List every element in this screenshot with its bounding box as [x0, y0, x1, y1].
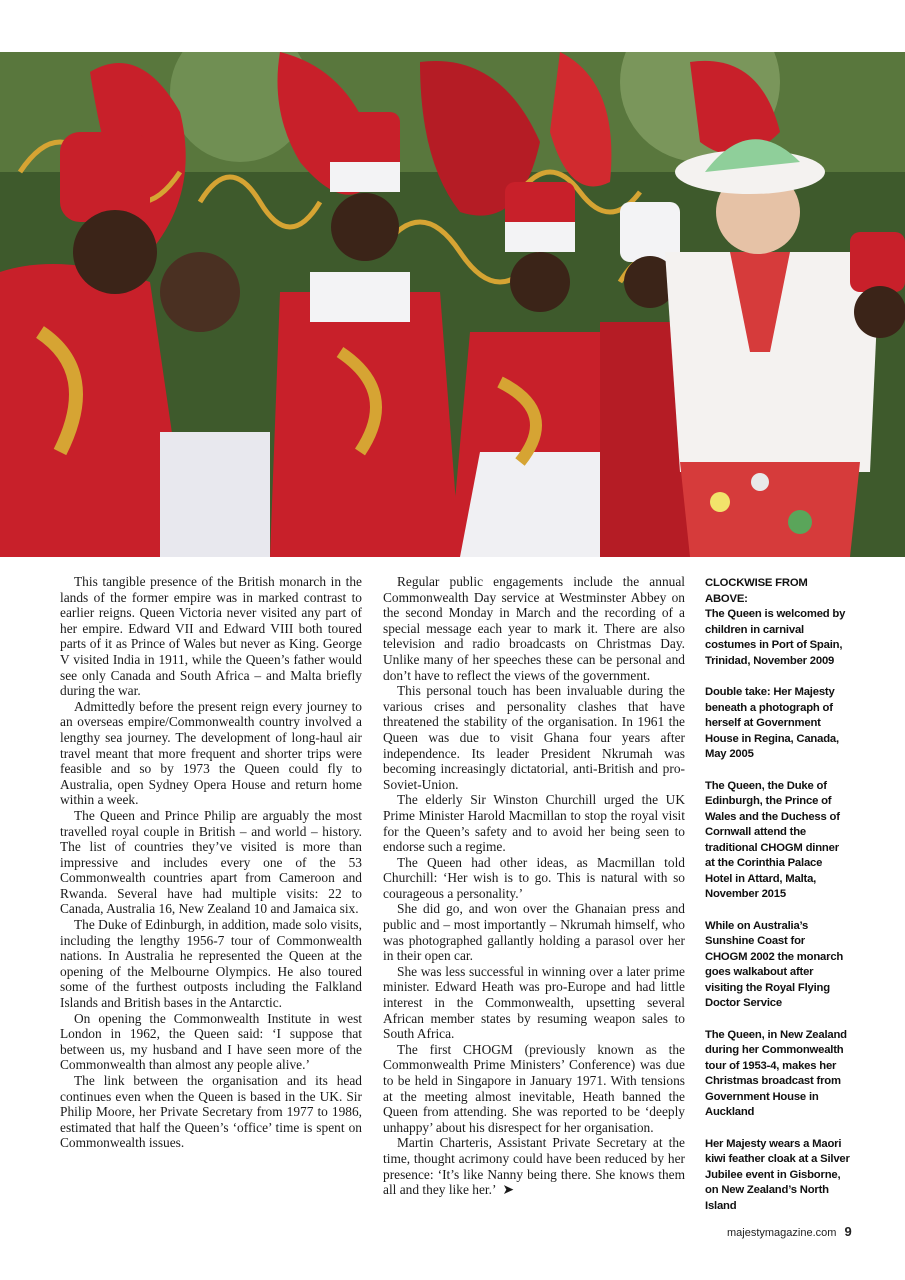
paragraph: On opening the Commonwealth Institute in west London in 1962, the Queen said: ‘I suppose that between us, my husband and I have seen more of the Commonwealth than almost any people alive.’ — [60, 1010, 362, 1073]
caption: The Queen, the Duke of Edinburgh, the Prince of Wales and the Duchess of Cornwall attend the traditional CHOGM dinner at the Corinthia Palace Hotel in Attard, Malta, November 2015 — [705, 779, 840, 900]
paragraph: The Queen had other ideas, as Macmillan told Churchill: ‘Her wish is to go. This is natural with so courageous a personality.’ — [383, 854, 685, 901]
caption — [705, 576, 850, 669]
caption-heading: CLOCKWISE FROM ABOVE: — [705, 577, 808, 605]
paragraph: The first CHOGM (previously known as the Commonwealth Prime Ministers’ Conference) was due to be held in Singapore in January 1971. With tensions at the meeting almost inevitable, Heath banned the Queen from attending. She was reported to be ‘deeply unhappy’ about his disrespect for her organisation. — [383, 1041, 685, 1135]
paragraph: Regular public engagements include the annual Commonwealth Day service at Westminster Abbey on the second Monday in March and the recording of a special message each year to mark it. There are also television and radio broadcasts on Christmas Day. Unlike many of her speeches these can be personal and don’t have to reflect the views of the government. — [383, 574, 685, 683]
paragraph: The elderly Sir Winston Churchill urged the UK Prime Minister Harold Macmillan to stop the royal visit for the Queen’s safety and to avoid her being seen to endorse such a regime. — [383, 792, 685, 855]
carnival-photo-illustration — [0, 52, 905, 557]
paragraph-last — [383, 1135, 685, 1198]
paragraph: Admittedly before the present reign every journey to an overseas empire/Commonwealth country involved a lengthy sea journey. The development of long-haul air travel meant that more frequent and shorter trips were feasible and so by 1973 the Queen could fly to Australia, open Sydney Opera House and return home within a week. — [60, 698, 362, 808]
paragraph: She did go, and won over the Ghanaian press and public and – most importantly – Nkrumah himself, who was photographed gallantly holding a parasol over her in their open car. — [383, 901, 685, 964]
page-footer — [727, 1224, 852, 1239]
paragraph: This personal touch has been invaluable during the various crises and personality clashes that have threatened the stability of the organisation. In 1961 the Queen was due to visit Ghana four years after independence. Its leader President Nkrumah was becoming increasingly dictatorial, anti-British and pro-Soviet-Union. — [383, 683, 685, 792]
caption: While on Australia’s Sunshine Coast for CHOGM 2002 the monarch goes walkabout after visiting the Royal Flying Doctor Service — [705, 919, 844, 1009]
photo-captions — [705, 576, 850, 1230]
caption-text: The Queen is welcomed by children in carnival costumes in Port of Spain, Trinidad, November 2009 — [705, 608, 846, 667]
page-number: 9 — [844, 1224, 852, 1239]
article-column-2 — [383, 574, 685, 1199]
site-url: majestymagazine.com — [727, 1227, 837, 1239]
caption: The Queen, in New Zealand during her Commonwealth tour of 1953-4, makes her Christmas broadcast from Government House in Auckland — [705, 1028, 847, 1118]
continue-arrow-icon: ➤ — [502, 1182, 515, 1199]
carnival-photo — [0, 52, 905, 557]
article-column-1 — [60, 574, 362, 1151]
paragraph: This tangible presence of the British monarch in the lands of the former empire was in marked contrast to earlier reigns. Queen Victoria never visited any part of her empire. Edward VII and Edward VIII both toured parts of it as Prince of Wales but never as King. George V visited India in 1911, while the Queen’s father would see only Canada and South Africa – and Malta briefly during the war. — [60, 574, 362, 699]
paragraph: She was less successful in winning over a later prime minister. Edward Heath was pro-Europe and had little interest in the Commonwealth, upsetting several African member states by resuming weapon sales to South Africa. — [383, 963, 685, 1042]
paragraph: The Duke of Edinburgh, in addition, made solo visits, including the lengthy 1956-7 tour of Commonwealth nations. In Australia he represented the Queen at the opening of the Melbourne Olympics. He also toured some of the furthest outposts including the Falkland Islands and British bases in the Antarctic. — [60, 917, 362, 1011]
paragraph-text: Martin Charteris, Assistant Private Secretary at the time, thought acrimony could have been reduced by her presence: ‘It’s like Nanny being there. She knows them all and they like her.’ — [383, 1135, 685, 1198]
paragraph: The Queen and Prince Philip are arguably the most travelled royal couple in British – and world – history. The list of countries they’ve visited is more than impressive and includes every one of the 53 Commonwealth countries apart from Cameroon and Rwanda. Several have had multiple visits: 22 to Canada, Australia 16, New Zealand 10 and Jamaica six. — [60, 807, 362, 917]
paragraph: The link between the organisation and its head continues even when the Queen is based in the UK. Sir Philip Moore, her Private Secretary from 1977 to 1986, estimated that half the Queen’s ‘office’ time is spent on Commonwealth issues. — [60, 1073, 362, 1151]
caption: Her Majesty wears a Maori kiwi feather cloak at a Silver Jubilee event in Gisborne, on New Zealand’s North Island — [705, 1137, 850, 1212]
caption: Double take: Her Majesty beneath a photograph of herself at Government House in Regina, Canada, May 2005 — [705, 686, 839, 760]
